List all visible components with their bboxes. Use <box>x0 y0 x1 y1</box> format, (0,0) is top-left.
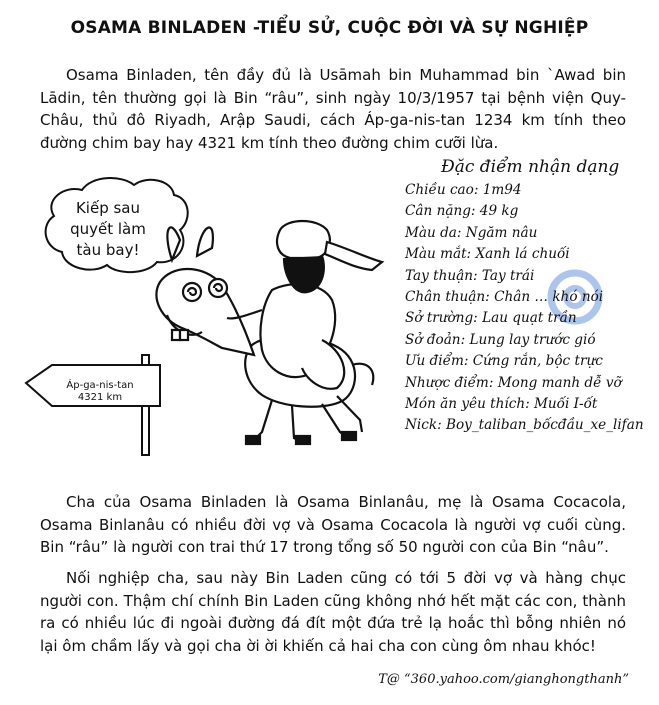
identification-list <box>405 157 655 437</box>
feature-row: Sở trường: Lau quạt trần <box>405 310 577 327</box>
identification-title: Đặc điểm nhận dạng <box>441 157 620 177</box>
feature-row: Cân nặng: 49 kg <box>405 203 519 220</box>
feature-row: Tay thuận: Tay trái <box>405 267 535 284</box>
family-paragraph <box>40 491 626 559</box>
feature-row: Màu mắt: Xanh lá chuối <box>405 246 570 263</box>
feature-row: Màu da: Ngăm nâu <box>405 224 538 241</box>
speech-bubble-text <box>58 198 158 261</box>
family-paragraph-text: Cha của Osama Binladen là Osama Binlanâu, mẹ là Osama Cocacola, Osama Binlanâu có nhiều đời vợ và Osama Cocacola là người vợ cuối cùng. Bin “râu” là người con trai thứ 17 trong tổng số 50 người con của Bin “nâu”. <box>40 493 626 556</box>
legacy-paragraph-text: Nối nghiệp cha, sau này Bin Laden cũng có tới 5 đời vợ và hàng chục người con. Thậm chí chính Bin Laden cũng không nhớ hết mặt các con, thành ra có nhiều lúc đi ngoài đường đá đít một đứa trẻ lạ hoắc thì bỗng nhiên nó lại ôm chầm lấy và gọi cha ời ời khiến cả hai cha con cùng ôm nhau khóc! <box>40 569 626 655</box>
speech-line: tàu bay! <box>76 241 140 259</box>
speech-line: quyết làm <box>70 220 146 238</box>
direction-sign <box>26 355 160 455</box>
credit-line: T@ “360.yahoo.com/gianghongthanh” <box>378 672 629 687</box>
feature-row: Món ăn yêu thích: Muối I-ốt <box>405 396 598 413</box>
intro-paragraph-text: Osama Binladen, tên đầy đủ là Usāmah bin Muhammad bin `Awad bin Lādin, tên thường gọi là Bin “râu”, sinh ngày 10/3/1957 tại bệnh viện Quy-Châu, thủ đô Riyadh, Arập Saudi, cách Áp-ga-nis-tan 1234 km tính theo đường chim bay hay 4321 km tính theo đường chim cưỡi lừa. <box>40 66 626 152</box>
speech-line: Kiếp sau <box>75 199 141 217</box>
feature-row: Nick: Boy_taliban_bốcđầu_xe_lifan <box>405 417 644 434</box>
document-title: OSAMA BINLADEN -TIỂU SỬ, CUỘC ĐỜI VÀ SỰ NGHIỆP <box>70 18 589 38</box>
feature-row: Sở đoản: Lung lay trước gió <box>405 331 596 348</box>
sign-distance: 4321 km <box>77 392 123 403</box>
feature-row: Chân thuận: Chân … khó nói <box>405 289 604 306</box>
feature-row: Nhược điểm: Mong manh dễ vỡ <box>405 374 622 391</box>
feature-row: Ưu điểm: Cứng rắn, bộc trực <box>405 353 603 370</box>
feature-row: Chiều cao: 1m94 <box>405 182 522 198</box>
sign-label <box>55 380 145 404</box>
legacy-paragraph <box>40 567 626 657</box>
intro-paragraph <box>40 64 626 154</box>
sign-destination: Áp-ga-nis-tan <box>66 380 134 391</box>
